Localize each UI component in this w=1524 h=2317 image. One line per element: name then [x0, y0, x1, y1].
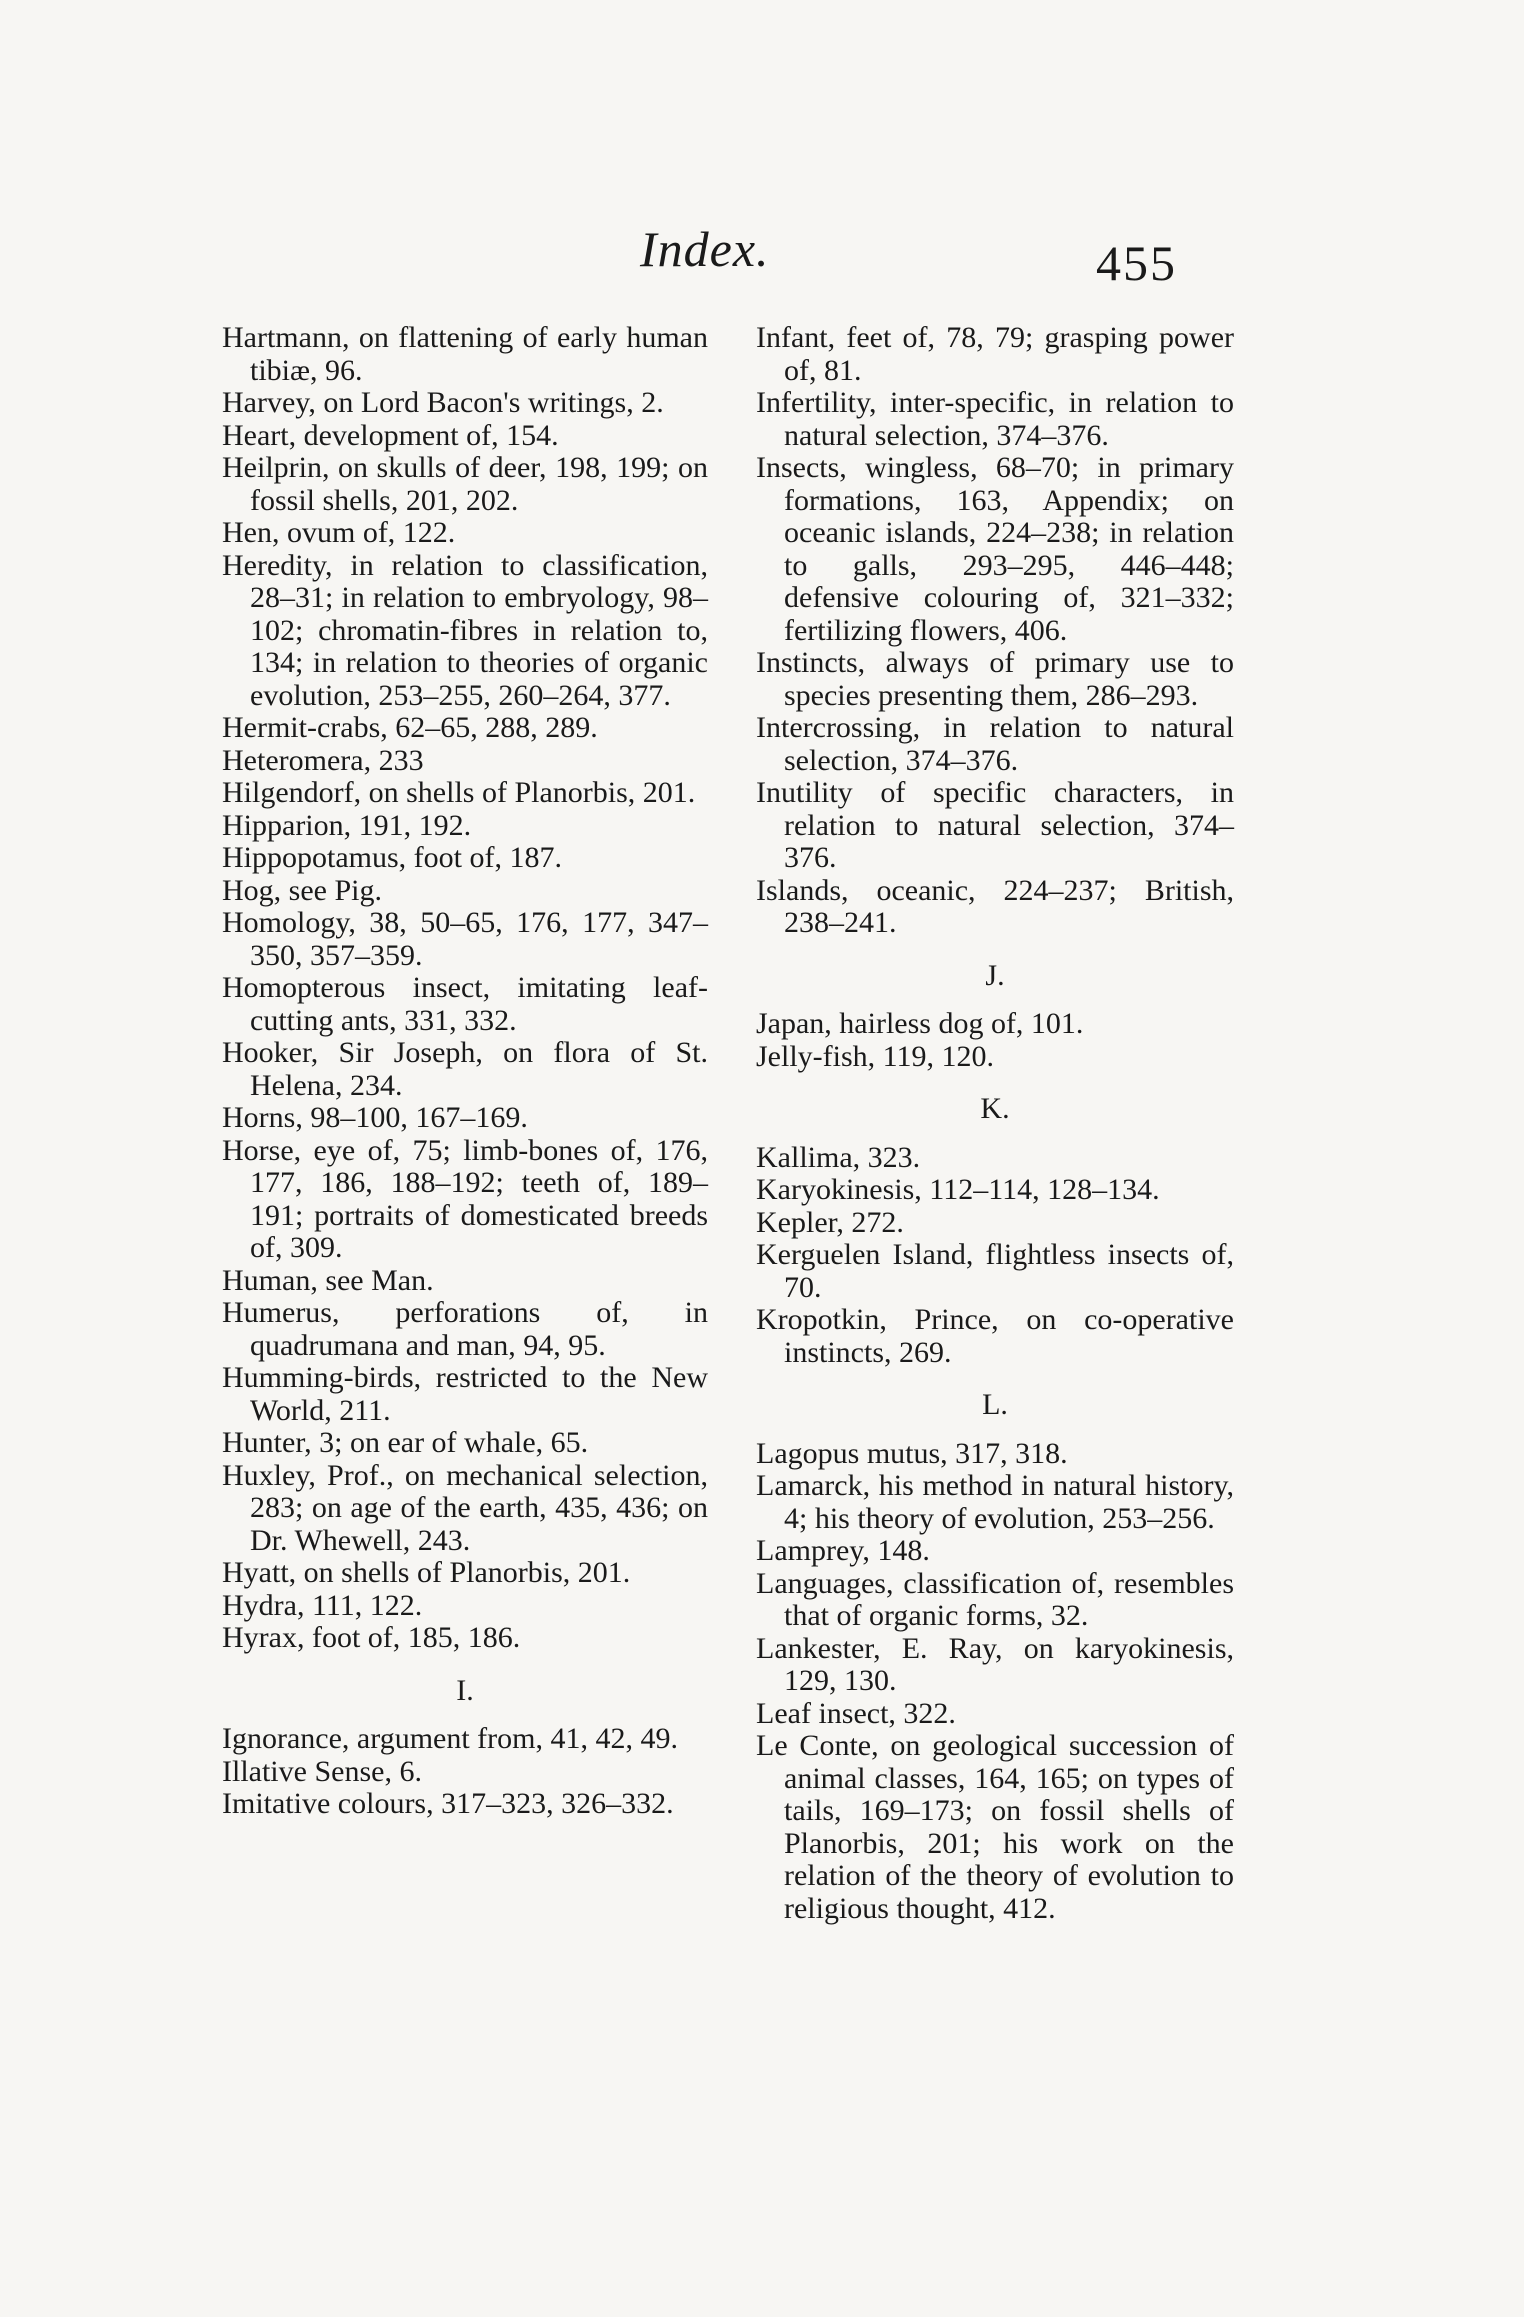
index-entry: Inutility of specific characters, in relation to natural selection, 374–376. [756, 776, 1234, 874]
index-entry: Heilprin, on skulls of deer, 198, 199; on fossil shells, 201, 202. [222, 451, 708, 517]
index-entry: Kepler, 272. [756, 1205, 904, 1239]
index-entry: Horse, eye of, 75; limb-bones of, 176, 177, 186, 188–192; teeth of, 189–191; portraits of domesticated breeds of, 309. [222, 1133, 708, 1264]
index-entry: Hartmann, on flattening of early human tibiæ, 96. [222, 321, 708, 387]
section-heading-l: L. [982, 1388, 1008, 1421]
index-entry: Karyokinesis, 112–114, 128–134. [756, 1173, 1160, 1206]
index-entry: Hippopotamus, foot of, 187. [222, 841, 562, 874]
index-entry: Hen, ovum of, 122. [222, 516, 456, 549]
index-entry: Humerus, perforations of, in quadrumana and man, 94, 95. [222, 1296, 708, 1362]
index-entry: Hermit-crabs, 62–65, 288, 289. [222, 711, 598, 744]
index-entry: Infertility, inter-specific, in relation to natural selection, 374–376. [756, 386, 1234, 452]
section-heading-j: J. [985, 958, 1005, 992]
index-entry: Heteromera, 233 [222, 743, 424, 777]
index-entry: Hyatt, on shells of Planorbis, 201. [222, 1556, 631, 1589]
index-entry: Languages, classification of, resembles that of organic forms, 32. [756, 1566, 1234, 1632]
index-entry: Kropotkin, Prince, on co-operative instincts, 269. [756, 1303, 1234, 1369]
index-entry: Leaf insect, 322. [756, 1696, 956, 1730]
index-entry: Lamprey, 148. [756, 1534, 930, 1567]
index-entry: Illative Sense, 6. [222, 1754, 422, 1788]
index-entry: Lamarck, his method in natural history, 4; his theory of evolution, 253–256. [756, 1469, 1234, 1535]
index-entry: Hooker, Sir Joseph, on flora of St. Helena, 234. [222, 1036, 708, 1102]
index-entry: Hilgendorf, on shells of Planorbis, 201. [222, 776, 696, 809]
section-heading-k: K. [980, 1092, 1010, 1125]
index-entry: Jelly-fish, 119, 120. [756, 1039, 995, 1073]
index-entry: Humming-birds, restricted to the New World, 211. [222, 1361, 708, 1427]
running-title: Index. [640, 221, 770, 277]
index-entry: Huxley, Prof., on mechanical selection, 283; on age of the earth, 435, 436; on Dr. Whewell, 243. [222, 1458, 708, 1557]
index-entry: Heredity, in relation to classification, 28–31; in relation to embryology, 98–102; chromatin-fibres in relation to, 134; in relation to theories of organic evolution, 253–255, 260–264, 377. [222, 548, 708, 712]
index-entry: Harvey, on Lord Bacon's writings, 2. [222, 386, 664, 419]
index-entry: Hunter, 3; on ear of whale, 65. [222, 1426, 589, 1459]
index-entry: Kallima, 323. [756, 1140, 921, 1174]
index-entry: Heart, development of, 154. [222, 418, 559, 452]
index-entry: Islands, oceanic, 224–237; British, 238–241. [756, 873, 1234, 939]
page-header [0, 220, 1524, 290]
index-entry: Ignorance, argument from, 41, 42, 49. [222, 1722, 678, 1755]
index-entry: Hipparion, 191, 192. [222, 808, 472, 842]
index-entry: Homology, 38, 50–65, 176, 177, 347–350, 357–359. [222, 906, 708, 972]
index-entry: Instincts, always of primary use to species presenting them, 286–293. [756, 646, 1234, 712]
index-column-right [756, 322, 1234, 1925]
index-entry: Hog, see Pig. [222, 873, 382, 907]
index-entry: Le Conte, on geological succession of animal classes, 164, 165; on types of tails, 169–173; on fossil shells of Planorbis, 201; his work on the relation of the theory of evolution to religious thought, 412. [756, 1729, 1234, 1925]
index-column-left [222, 322, 708, 1821]
index-entry: Hyrax, foot of, 185, 186. [222, 1621, 521, 1654]
index-entry: Human, see Man. [222, 1263, 434, 1297]
index-entry: Imitative colours, 317–323, 326–332. [222, 1787, 674, 1820]
index-entry: Kerguelen Island, flightless insects of, 70. [756, 1238, 1234, 1304]
index-entry: Intercrossing, in relation to natural selection, 374–376. [756, 711, 1234, 777]
index-entry: Horns, 98–100, 167–169. [222, 1101, 528, 1134]
section-heading-i: I. [456, 1673, 474, 1707]
page-number: 455 [1096, 235, 1177, 291]
index-entry: Lagopus mutus, 317, 318. [756, 1436, 1068, 1470]
index-entry: Lankester, E. Ray, on karyokinesis, 129, 130. [756, 1631, 1234, 1697]
index-entry: Hydra, 111, 122. [222, 1588, 423, 1622]
index-entry: Infant, feet of, 78, 79; grasping power of, 81. [756, 321, 1234, 387]
index-entry: Japan, hairless dog of, 101. [756, 1007, 1084, 1040]
index-entry: Homopterous insect, imitating leaf-cutting ants, 331, 332. [222, 971, 708, 1037]
index-entry: Insects, wingless, 68–70; in primary formations, 163, Appendix; on oceanic islands, 224–238; in relation to galls, 293–295, 446–448; defensive colouring of, 321–332; fertilizing flowers, 406. [756, 451, 1234, 647]
